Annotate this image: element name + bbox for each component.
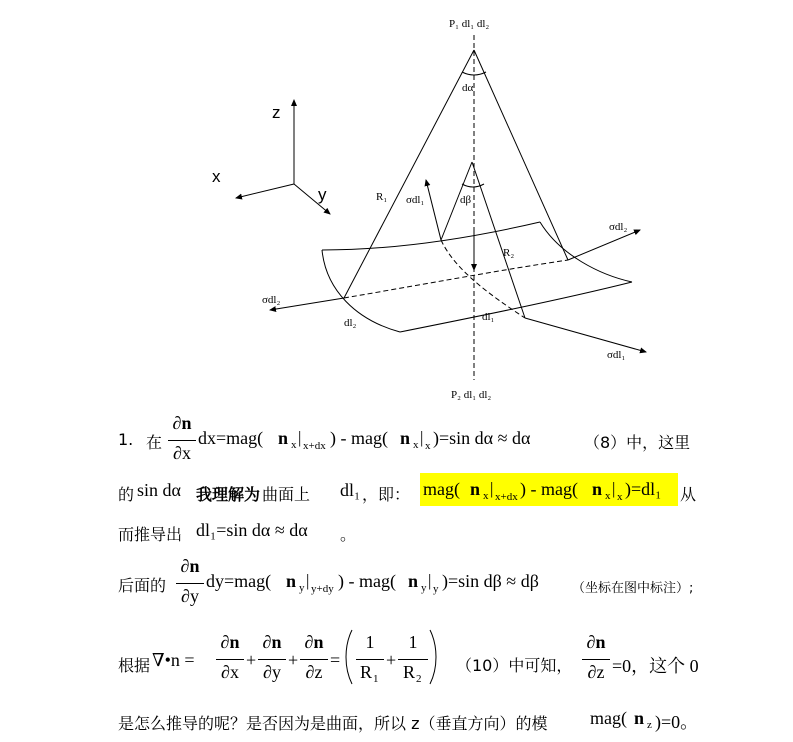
x-axis-arrow <box>236 184 294 198</box>
sigma-dl1-upper-arrow <box>426 180 441 240</box>
label-sigma-dl1-lower: σdl₁ <box>607 349 626 361</box>
label-dl2: dl₂ <box>344 317 357 329</box>
label-sigma-dl2-left: σdl₂ <box>262 294 281 306</box>
label-bottom: P₂ dl₁ dl₂ <box>451 389 492 401</box>
surface-bottom-edge <box>400 282 632 332</box>
axis-label-x: x <box>212 167 221 186</box>
sigma-dl2-left-arrow <box>270 298 344 310</box>
d-alpha-arc <box>462 72 486 75</box>
label-sigma-dl2-right: σdl₂ <box>609 221 628 233</box>
label-sigma-dl1-upper: σdl₁ <box>406 194 425 206</box>
label-d-beta: dβ <box>460 194 472 206</box>
sigma-dl2-right-arrow <box>568 230 640 260</box>
axis-label-y: y <box>318 185 327 204</box>
sigma-dl1-lower-arrow <box>525 318 646 352</box>
eq1-a: dx=mag( <box>198 428 264 448</box>
label-top: P₁ dl₁ dl₂ <box>449 18 490 30</box>
ref-8: （8）中，这里 <box>584 433 691 452</box>
text-zai: 在 <box>146 433 163 452</box>
label-r2: R₂ <box>503 247 515 259</box>
fraction-dn-dx: ∂n <box>172 413 192 433</box>
eq1-mid: ) - mag( <box>330 428 388 448</box>
surface-top-edge <box>322 222 540 250</box>
label-r1: R₁ <box>376 191 388 203</box>
dashed-line-cross <box>344 260 568 298</box>
label-dl1: dl₁ <box>482 311 495 323</box>
cone-line-right <box>474 50 568 260</box>
surface-left-edge <box>322 250 400 332</box>
axis-label-z: z <box>272 103 281 122</box>
eq1-end: )=sin dα ≈ dα <box>433 428 531 448</box>
list-number: 1. <box>118 430 134 449</box>
label-d-alpha: dα <box>462 82 474 94</box>
